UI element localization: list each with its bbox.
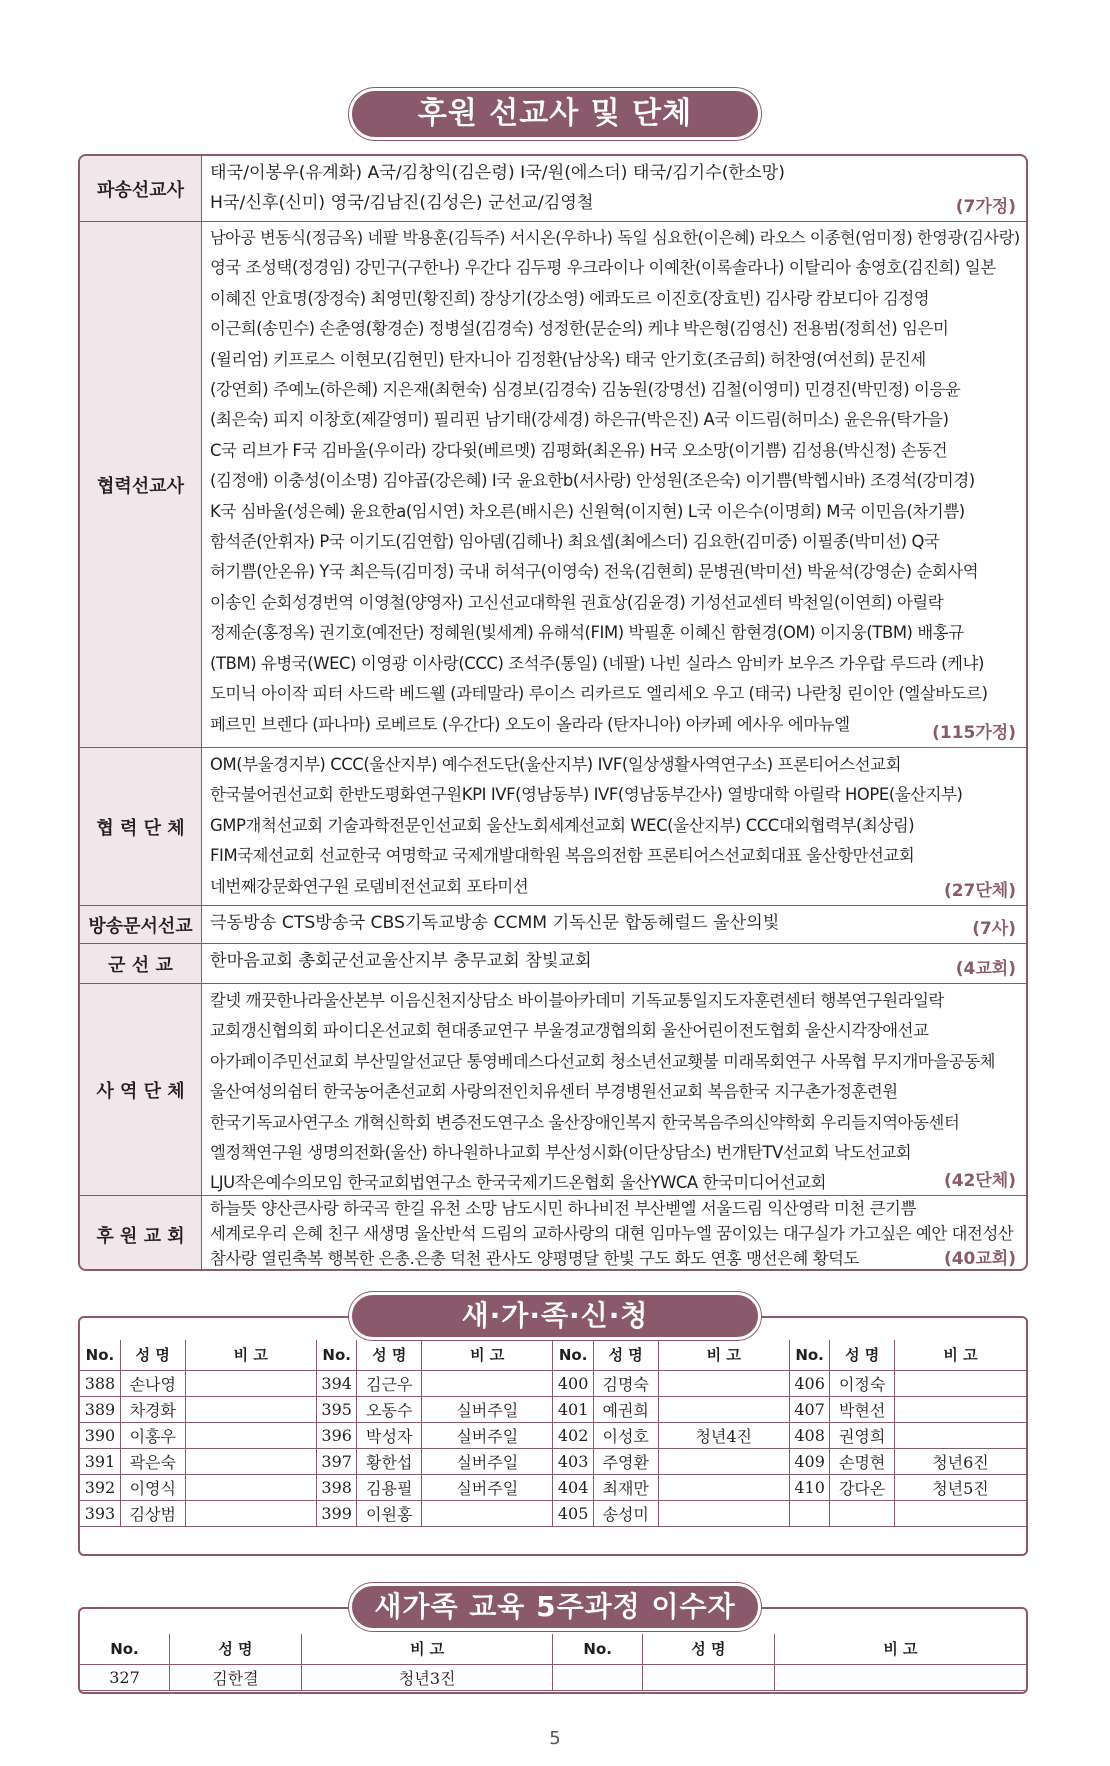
support-line: K국 심바울(성은혜) 윤요한a(임시연) 차오른(배시은) 신원혁(이지현) L국 이은수(이명희) M국 이민음(차기쁨): [210, 501, 965, 521]
row-name: 송성미: [593, 1500, 658, 1526]
row-no: 401: [553, 1396, 593, 1422]
row-name: 김한결: [169, 1664, 301, 1690]
row-name: 예권희: [593, 1396, 658, 1422]
row-note: [658, 1370, 789, 1396]
row-name: 권영희: [830, 1422, 895, 1448]
column-header-note: 비 고: [301, 1634, 553, 1664]
row-no: [789, 1500, 829, 1526]
row-name: 김용필: [357, 1474, 422, 1500]
row-name: 이정숙: [830, 1370, 895, 1396]
support-line: 교회갱신협의회 파이디온선교회 현대종교연구 부울경교갱협의회 울산어린이전도협회 울산시각장애선교: [210, 1021, 929, 1041]
support-line: 페르민 브렌다 (파나마) 로베르토 (우간다) 오도이 올라라 (탄자니아) 아카페 에사우 에마뉴엘: [210, 714, 850, 734]
row-no: 410: [789, 1474, 829, 1500]
row-no: 396: [316, 1422, 356, 1448]
row-note: 청년3진: [301, 1664, 553, 1690]
row-no: 397: [316, 1448, 356, 1474]
row-name: 김근우: [357, 1370, 422, 1396]
row-no: 389: [80, 1396, 120, 1422]
support-row-partner-missionaries: [80, 222, 1026, 748]
support-line: 태국/이봉우(유계화) A국/김창익(김은령) I국/원(에스더) 태국/김기수(한소망): [210, 163, 785, 183]
category-label: 파송선교사: [80, 156, 202, 221]
row-note: [422, 1500, 553, 1526]
section-title-new-family: 새·가·족·신·청: [349, 1292, 761, 1340]
row-no: 398: [316, 1474, 356, 1500]
support-line: 네번째강문화연구원 로뎀비전선교회 포타미션: [210, 876, 529, 896]
row-no: 393: [80, 1500, 120, 1526]
column-header-no: No.: [80, 1634, 169, 1664]
support-line: OM(부울경지부) CCC(울산지부) 예수전도단(울산지부) IVF(일상생활사역연구소) 프론티어스선교회: [210, 755, 902, 774]
support-line: 참사랑 열린축복 행복한 은총.은총 덕천 관사도 양평명달 한빛 구도 화도 연홍 맹선은혜 황덕도: [210, 1249, 859, 1268]
support-row-ministries: [80, 984, 1026, 1196]
row-no: 406: [789, 1370, 829, 1396]
row-note: [895, 1396, 1027, 1422]
row-no: 405: [553, 1500, 593, 1526]
row-no: 408: [789, 1422, 829, 1448]
section-title-edu: 새가족 교육 5주과정 이수자: [349, 1583, 761, 1631]
row-no: 407: [789, 1396, 829, 1422]
row-note: [185, 1448, 316, 1474]
column-header-no: No.: [553, 1634, 642, 1664]
category-label: 협력선교사: [80, 222, 202, 747]
count-badge: (4교회): [952, 954, 1016, 979]
support-table: [78, 154, 1028, 1271]
column-header-name: 성 명: [120, 1340, 185, 1370]
support-line: 하늘뜻 양산큰사랑 하국곡 한길 유천 소망 남도시민 하나비전 부산벧엘 서울드림 익산영락 미천 큰기쁨: [210, 1199, 916, 1218]
row-name: 손명현: [830, 1448, 895, 1474]
row-name: 이홍우: [120, 1422, 185, 1448]
support-line: (TBM) 유병국(WEC) 이영광 이사랑(CCC) 조석주(통일) (네팔) 나빈 실라스 암비카 보우즈 가우랍 루드라 (케냐): [210, 653, 984, 673]
row-note: [185, 1370, 316, 1396]
column-header-note: 비 고: [422, 1340, 553, 1370]
row-note: 청년4진: [658, 1422, 789, 1448]
column-header-name: 성 명: [593, 1340, 658, 1370]
table-row: [80, 1448, 1026, 1474]
support-line: 아가페이주민선교회 부산밀알선교단 통영베데스다선교회 청소년선교횃불 미래목회연구 사목협 무지개마을공동체: [210, 1051, 996, 1071]
column-header-name: 성 명: [169, 1634, 301, 1664]
row-no: 327: [80, 1664, 169, 1690]
row-name: [830, 1500, 895, 1526]
row-note: [658, 1396, 789, 1422]
row-no: 409: [789, 1448, 829, 1474]
table-row: [80, 1500, 1026, 1526]
row-no: 390: [80, 1422, 120, 1448]
count-badge: (27단체): [940, 876, 1016, 901]
row-name: 김명숙: [593, 1370, 658, 1396]
table-row: [80, 1370, 1026, 1396]
column-header-note: 비 고: [658, 1340, 789, 1370]
row-note: [658, 1474, 789, 1500]
row-note: [185, 1500, 316, 1526]
row-no: 400: [553, 1370, 593, 1396]
new-family-table: [78, 1316, 1028, 1556]
support-line: 한국기독교사연구소 개혁신학회 변증전도연구소 울산장애인복지 한국복음주의신약학회 우리들지역아동센터: [210, 1112, 960, 1132]
row-note: [185, 1396, 316, 1422]
support-line: C국 리브가 F국 김바울(우이라) 강다윗(베르멧) 김평화(최온유) H국 오소망(이기쁨) 김성용(박신정) 손동건: [210, 440, 948, 460]
support-row-sent-missionaries: [80, 156, 1026, 222]
row-no: 391: [80, 1448, 120, 1474]
support-row-broadcast: [80, 906, 1026, 944]
column-header-name: 성 명: [830, 1340, 895, 1370]
table-row: [80, 1474, 1026, 1500]
row-no: 392: [80, 1474, 120, 1500]
row-note: [895, 1422, 1027, 1448]
count-badge: (115가정): [928, 718, 1016, 743]
row-name: 오동수: [357, 1396, 422, 1422]
category-label: 후 원 교 회: [80, 1196, 202, 1271]
support-line: 한국불어권선교회 한반도평화연구원KPI IVF(영남동부) IVF(영남동부간사) 열방대학 아릴락 HOPE(울산지부): [210, 785, 963, 805]
row-note: [185, 1422, 316, 1448]
column-header-name: 성 명: [357, 1340, 422, 1370]
support-line: 한마음교회 총회군선교울산지부 충무교회 참빛교회: [210, 951, 592, 971]
row-no: 399: [316, 1500, 356, 1526]
row-no: 403: [553, 1448, 593, 1474]
support-line: (윌리엄) 키프로스 이현모(김현민) 탄자니아 김정환(남상옥) 태국 안기호(조금희) 허찬영(여선희) 문진세: [210, 349, 926, 369]
row-name: 이영식: [120, 1474, 185, 1500]
count-badge: (7가정): [952, 192, 1016, 217]
support-line: 도미닉 아이작 피터 사드락 베드웰 (과테말라) 루이스 리카르도 엘리세오 우고 (태국) 나란칭 린이안 (엘살바도르): [210, 684, 988, 704]
row-note: [422, 1370, 553, 1396]
column-header-name: 성 명: [642, 1634, 774, 1664]
row-note: 청년5진: [895, 1474, 1027, 1500]
row-name: 최재만: [593, 1474, 658, 1500]
row-note: [658, 1448, 789, 1474]
support-row-military: [80, 944, 1026, 984]
table-row: [80, 1396, 1026, 1422]
column-header-note: 비 고: [774, 1634, 1026, 1664]
row-no: 404: [553, 1474, 593, 1500]
row-name: 김상범: [120, 1500, 185, 1526]
count-badge: (7사): [968, 914, 1016, 939]
support-line: 울산여성의쉼터 한국농어촌선교회 사랑의전인치유센터 부경병원선교회 복음한국 지구촌가정훈련원: [210, 1082, 898, 1102]
column-header-no: No.: [80, 1340, 120, 1370]
row-name: 이성호: [593, 1422, 658, 1448]
table-header-row: [80, 1340, 1026, 1370]
page-number: 5: [549, 1728, 561, 1749]
row-note: 실버주일: [422, 1474, 553, 1500]
new-family-rows: [80, 1370, 1026, 1526]
row-note: 실버주일: [422, 1422, 553, 1448]
row-note: 실버주일: [422, 1396, 553, 1422]
row-name: 이원홍: [357, 1500, 422, 1526]
support-row-partner-organizations: [80, 748, 1026, 906]
table-row: [80, 1422, 1026, 1448]
support-line: FIM국제선교회 선교한국 여명학교 국제개발대학원 복음의전함 프론티어스선교회대표 울산항만선교회: [210, 846, 915, 866]
count-badge: (42단체): [940, 1166, 1016, 1191]
count-badge: (40교회): [940, 1244, 1016, 1269]
support-line: LJU작은예수의모임 한국교회법연구소 한국국제기드온협회 울산YWCA 한국미디어선교회: [210, 1173, 827, 1193]
category-label: 방송문서선교: [80, 906, 202, 943]
support-line: 남아공 변동식(정금옥) 네팔 박용훈(김득주) 서시온(우하나) 독일 심요한(이은혜) 라오스 이종현(엄미정) 한영광(김사랑): [210, 228, 1020, 247]
support-row-churches: [80, 1196, 1026, 1271]
row-note: 청년6진: [895, 1448, 1027, 1474]
category-label: 협 력 단 체: [80, 748, 202, 905]
row-name: 황한섭: [357, 1448, 422, 1474]
column-header-no: No.: [316, 1340, 356, 1370]
support-line: (최은숙) 피지 이창호(제갈영미) 필리핀 남기태(강세경) 하은규(박은진) A국 이드림(허미소) 윤은유(탁가을): [210, 410, 949, 430]
support-line: GMP개척선교회 기술과학전문인선교회 울산노회세계선교회 WEC(울산지부) CCC대외협력부(최상림): [210, 815, 915, 835]
category-label: 군 선 교: [80, 944, 202, 983]
column-header-note: 비 고: [895, 1340, 1027, 1370]
row-note: [185, 1474, 316, 1500]
row-note: [895, 1500, 1027, 1526]
row-note: [658, 1500, 789, 1526]
row-name: 주영환: [593, 1448, 658, 1474]
support-line: 극동방송 CTS방송국 CBS기독교방송 CCMM 기독신문 합동헤럴드 울산의빛: [210, 913, 780, 933]
column-header-no: No.: [553, 1340, 593, 1370]
row-no: 388: [80, 1370, 120, 1396]
row-no: [553, 1664, 642, 1690]
row-name: 차경화: [120, 1396, 185, 1422]
row-no: 395: [316, 1396, 356, 1422]
row-name: 박현선: [830, 1396, 895, 1422]
row-name: 강다온: [830, 1474, 895, 1500]
support-line: H국/신후(신미) 영국/김남진(김성은) 군선교/김영철: [210, 193, 594, 214]
support-line: 허기쁨(안온유) Y국 최은득(김미정) 국내 허석구(이영숙) 전욱(김현희) 문병권(박미선) 박윤석(강영순) 순회사역: [210, 562, 979, 582]
support-line: 함석준(안휘자) P국 이기도(김연합) 임아뎀(김헤나) 최요셉(최에스더) 김요한(김미중) 이필종(박미선) Q국: [210, 532, 940, 552]
support-line: 정제순(홍정옥) 권기호(예전단) 정혜원(빛세계) 유해석(FIM) 박필훈 이혜신 함현경(OM) 이지웅(TBM) 배홍규: [210, 623, 964, 643]
row-note: 실버주일: [422, 1448, 553, 1474]
row-note: [774, 1664, 1026, 1690]
row-name: 곽은숙: [120, 1448, 185, 1474]
column-header-no: No.: [789, 1340, 829, 1370]
category-label: 사 역 단 체: [80, 984, 202, 1195]
section-title-support: 후원 선교사 및 단체: [349, 88, 761, 140]
support-line: 영국 조성택(정경임) 강민구(구한나) 우간다 김두평 우크라이나 이예찬(이록솔라나) 이탈리아 송영호(김진희) 일본: [210, 258, 996, 278]
row-no: 394: [316, 1370, 356, 1396]
support-line: 이혜진 안효명(장정숙) 최영민(황진희) 장상기(강소영) 에콰도르 이진호(장효빈) 김사랑 캄보디아 김정영: [210, 288, 930, 308]
support-line: 세계로우리 은혜 친구 새생명 울산반석 드림의 교하사랑의 대현 임마누엘 꿈이있는 대구실가 가고싶은 예안 대전성산: [210, 1224, 1014, 1243]
support-line: (김정애) 이충성(이소명) 김야곱(강은혜) I국 윤요한b(서사랑) 안성원(조은숙) 이기쁨(박헵시바) 조경석(강미경): [210, 471, 975, 491]
row-note: [895, 1370, 1027, 1396]
table-row: [80, 1664, 1026, 1690]
row-no: 402: [553, 1422, 593, 1448]
support-line: (강연희) 주예노(하은혜) 지은재(최현숙) 심경보(김경숙) 김농원(강명선) 김철(이영미) 민경진(박민정) 이응윤: [210, 380, 961, 400]
row-name: 손나영: [120, 1370, 185, 1396]
table-header-row: [80, 1634, 1026, 1664]
support-line: 이송인 순회성경번역 이영철(양영자) 고신선교대학원 권효상(김윤경) 기성선교센터 박천일(이연희) 아릴락: [210, 592, 944, 612]
row-name: [642, 1664, 774, 1690]
support-line: 칼넷 깨끗한나라울산본부 이음신천지상담소 바이블아카데미 기독교통일지도자훈련센터 행복연구원라일락: [210, 991, 944, 1010]
column-header-note: 비 고: [185, 1340, 316, 1370]
support-line: 엘정책연구원 생명의전화(울산) 하나원하나교회 부산성시화(이단상담소) 번개탄TV선교회 낙도선교회: [210, 1143, 912, 1163]
row-name: 박성자: [357, 1422, 422, 1448]
support-line: 이근희(송민수) 손춘영(황경순) 정병설(김경숙) 성정한(문순의) 케냐 박은형(김영신) 전용범(정희선) 임은미: [210, 319, 949, 339]
